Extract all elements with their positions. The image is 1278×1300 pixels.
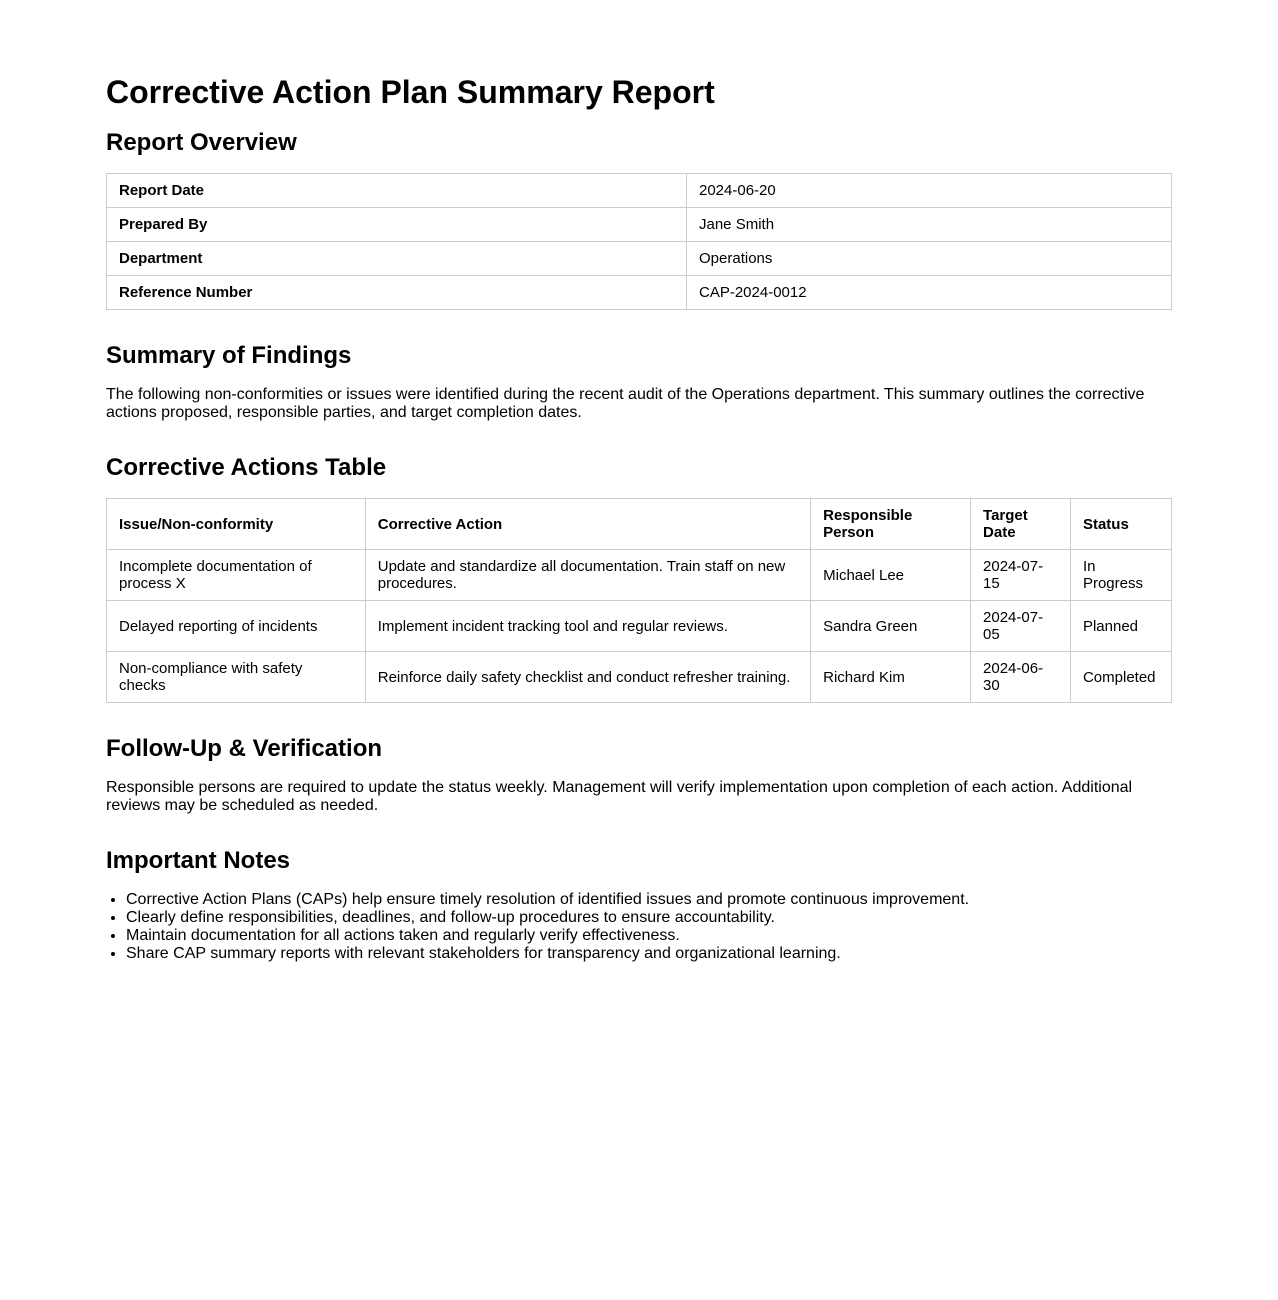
overview-label: Report Date <box>107 174 687 208</box>
status-cell: In Progress <box>1070 550 1171 601</box>
issue-cell: Non-compliance with safety checks <box>107 652 366 703</box>
overview-heading: Report Overview <box>106 129 297 156</box>
findings-text: The following non-conformities or issues were identified during the recent audit of the Operations department. This summary outlines the corrective actions proposed, responsible parties, and target completion dates. <box>106 386 1145 421</box>
table-header-row <box>107 499 1172 550</box>
status-cell: Completed <box>1070 652 1171 703</box>
notes-heading: Important Notes <box>106 847 291 874</box>
table-row <box>107 174 1172 208</box>
action-cell: Reinforce daily safety checklist and conduct refresher training. <box>365 652 810 703</box>
person-cell: Richard Kim <box>811 652 971 703</box>
page-title: Corrective Action Plan Summary Report <box>106 74 715 110</box>
findings-heading: Summary of Findings <box>106 342 352 369</box>
action-cell: Update and standardize all documentation. Train staff on new procedures. <box>365 550 810 601</box>
date-cell: 2024-06-30 <box>971 652 1071 703</box>
list-item: • Share CAP summary reports with relevant stakeholders for transparency and organizational learning. <box>126 945 969 963</box>
actions-heading: Corrective Actions Table <box>106 454 387 481</box>
column-header: Corrective Action <box>365 499 810 550</box>
list-item: • Clearly define responsibilities, deadlines, and follow-up procedures to ensure accountability. <box>126 909 969 927</box>
date-cell: 2024-07-15 <box>971 550 1071 601</box>
person-cell: Sandra Green <box>811 601 971 652</box>
notes-list <box>106 891 969 963</box>
table-row <box>107 276 1172 310</box>
overview-label: Department <box>107 242 687 276</box>
status-cell: Planned <box>1070 601 1171 652</box>
action-cell: Implement incident tracking tool and regular reviews. <box>365 601 810 652</box>
list-item: • Maintain documentation for all actions taken and regularly verify effectiveness. <box>126 927 969 945</box>
date-cell: 2024-07-05 <box>971 601 1071 652</box>
overview-value: 2024-06-20 <box>687 174 1172 208</box>
table-row <box>107 208 1172 242</box>
overview-label: Prepared By <box>107 208 687 242</box>
table-row <box>107 652 1172 703</box>
issue-cell: Delayed reporting of incidents <box>107 601 366 652</box>
table-row <box>107 242 1172 276</box>
table-row <box>107 550 1172 601</box>
overview-value: CAP-2024-0012 <box>687 276 1172 310</box>
table-row <box>107 601 1172 652</box>
actions-table <box>106 498 1172 703</box>
followup-text: Responsible persons are required to update the status weekly. Management will verify implementation upon completion of each action. Additional reviews may be scheduled as needed. <box>106 779 1133 814</box>
overview-value: Jane Smith <box>687 208 1172 242</box>
column-header: Target Date <box>971 499 1071 550</box>
person-cell: Michael Lee <box>811 550 971 601</box>
issue-cell: Incomplete documentation of process X <box>107 550 366 601</box>
list-item: • Corrective Action Plans (CAPs) help ensure timely resolution of identified issues and promote continuous improvement. <box>126 891 969 909</box>
followup-heading: Follow-Up & Verification <box>106 735 383 762</box>
overview-value: Operations <box>687 242 1172 276</box>
overview-table <box>106 173 1172 310</box>
column-header: Responsible Person <box>811 499 971 550</box>
column-header: Issue/Non-conformity <box>107 499 366 550</box>
column-header: Status <box>1070 499 1171 550</box>
overview-label: Reference Number <box>107 276 687 310</box>
